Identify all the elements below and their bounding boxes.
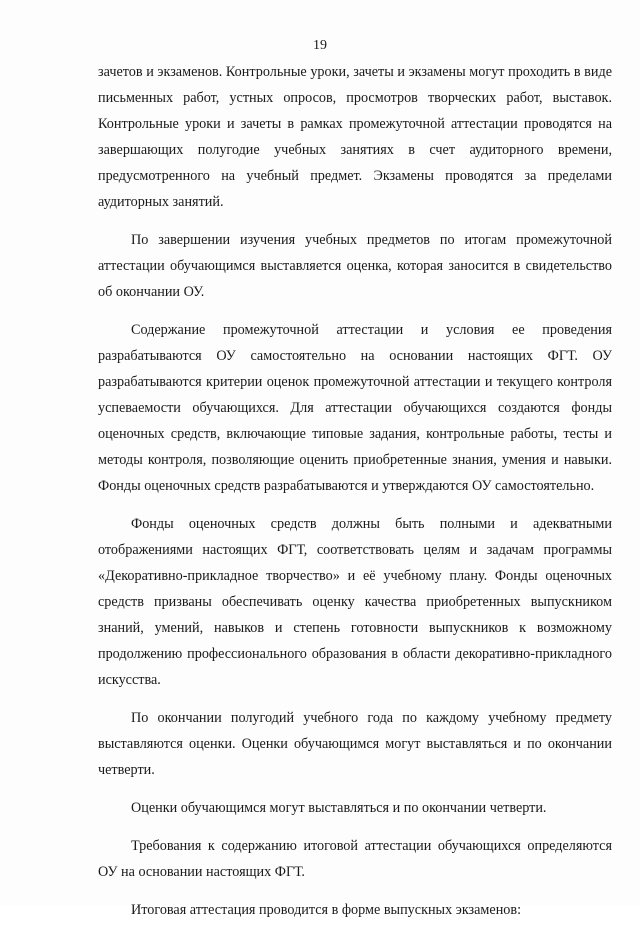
paragraph-final-exams: Итоговая аттестация проводится в форме выпускных экзаменов:: [131, 902, 522, 918]
paragraph-final-requirements: Требования к содержанию итоговой аттестации обучающихся определяются ОУ на основании настоящих ФГТ.: [98, 838, 612, 880]
paragraph-grade-certificate: По завершении изучения учебных предметов по итогам промежуточной аттестации обучающимся выставляется оценка, которая заносится в свидетельство об окончании ОУ.: [98, 232, 612, 300]
paragraph-assessment-funds: Фонды оценочных средств должны быть полными и адекватными отображениями настоящих ФГТ, соответствовать целям и задачам программы «Декоративно-прикладное творчество» и её учебному плану. Фонды оценочных средств призваны обеспечивать оценку качества приобретенных выпускником знаний, умений, навыков и степень готовности выпускников к возможному продолжению профессионального образования в области декоративно-прикладного искусства.: [98, 516, 612, 688]
page-number: 19: [313, 38, 327, 53]
document-body: [98, 59, 612, 935]
paragraph-exams-forms: зачетов и экзаменов. Контрольные уроки, зачеты и экзамены могут проходить в виде письменных работ, устных опросов, просмотров творческих работ, выставок. Контрольные уроки и зачеты в рамках промежуточной аттестации проводятся на завершающих полугодие учебных занятиях в счет аудиторного времени, предусмотренного на учебный предмет. Экзамены проводятся за пределами аудиторных занятий.: [98, 64, 612, 210]
paragraph-attestation-content: Содержание промежуточной аттестации и условия ее проведения разрабатываются ОУ самостоятельно на основании настоящих ФГТ. ОУ разрабатываются критерии оценок промежуточной аттестации и текущего контроля успеваемости обучающихся. Для аттестации обучающихся создаются фонды оценочных средств, включающие типовые задания, контрольные работы, тесты и методы контроля, позволяющие оценить приобретенные знания, умения и навыки. Фонды оценочных средств разрабатываются и утверждаются ОУ самостоятельно.: [98, 322, 612, 494]
paragraph-quarter-grades: Оценки обучающимся могут выставляться и по окончании четверти.: [131, 800, 547, 816]
paragraph-semester-grades: По окончании полугодий учебного года по каждому учебному предмету выставляются оценки. Оценки обучающимся могут выставляться и по окончании четверти.: [98, 710, 612, 778]
